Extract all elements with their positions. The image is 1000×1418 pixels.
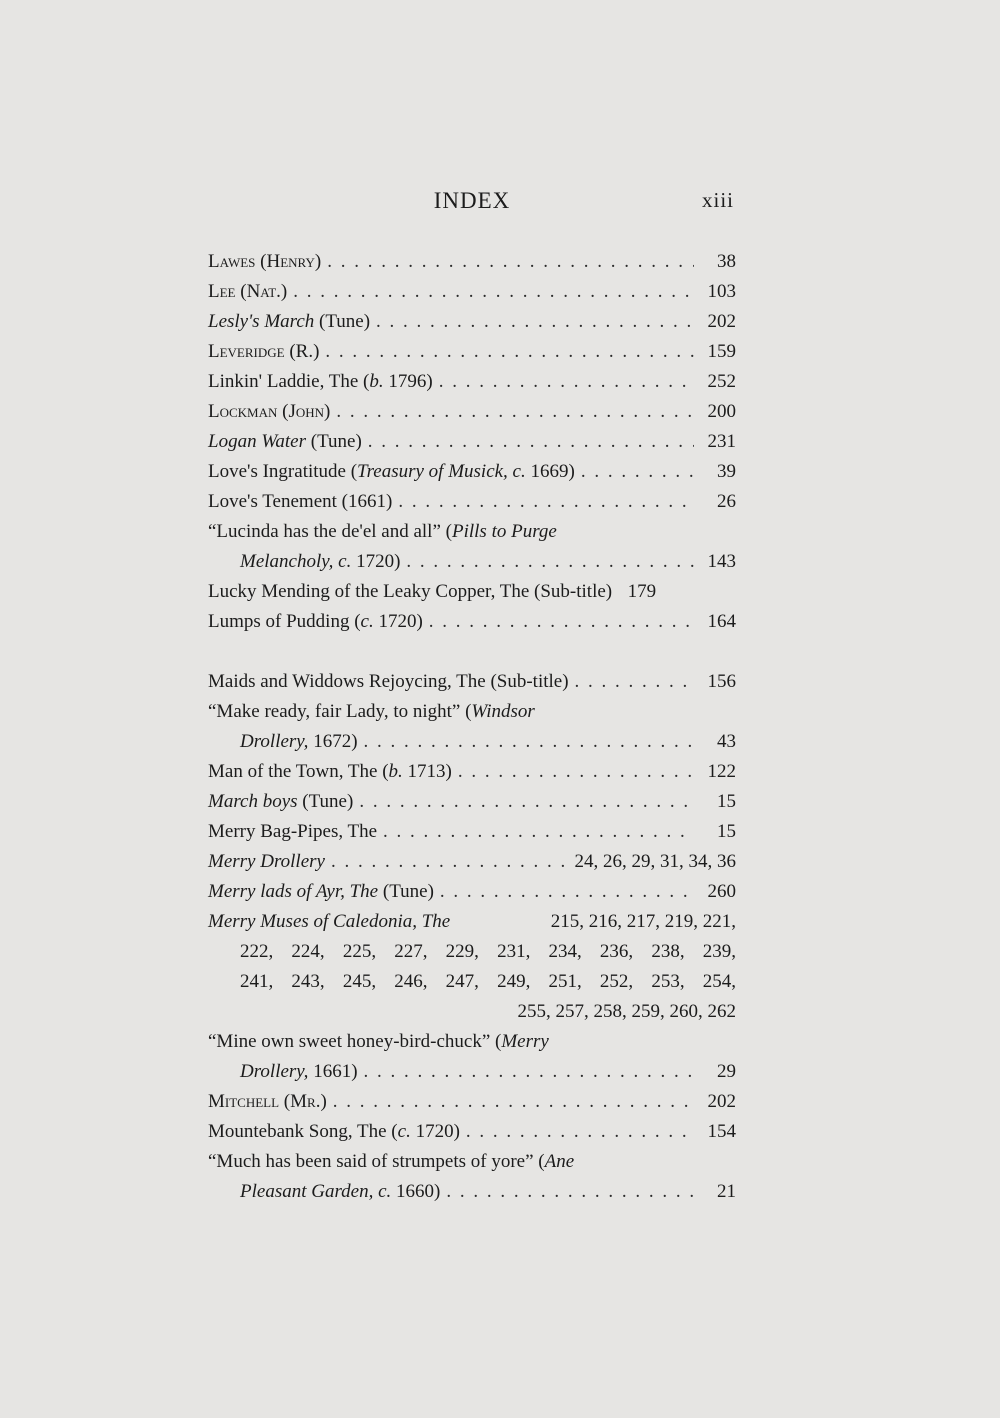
entry-page: 39 (717, 461, 736, 482)
dot-leader (383, 817, 694, 847)
dot-leader (458, 757, 694, 787)
dot-leader (364, 1057, 694, 1087)
index-entry (208, 517, 736, 577)
dot-leader (293, 277, 694, 307)
entry-label: Leveridge (R.) (208, 341, 320, 362)
entry-label: Lesly's March (Tune) (208, 311, 371, 332)
entry-label: Lee (Nat.) (208, 281, 288, 302)
entry-pages: 241, 243, 245, 246, 247, 249, 251, 252, 253, 254, (240, 971, 736, 992)
index-entry (208, 607, 736, 637)
entry-label: “Much has been said of strumpets of yore” (Ane (208, 1151, 575, 1172)
dot-leader (446, 1177, 694, 1207)
entry-label: Mitchell (Mr.) (208, 1091, 327, 1112)
entry-label: Man of the Town, The (b. 1713) (208, 761, 452, 782)
index-entry (208, 1087, 736, 1117)
entry-page: 156 (707, 671, 736, 692)
entry-page: 29 (717, 1061, 736, 1082)
entry-label-continued: Drollery, 1661) (240, 1061, 358, 1082)
entry-label: “Make ready, fair Lady, to night” (Windsor (208, 701, 535, 722)
dot-leader (368, 427, 694, 457)
dot-leader (575, 667, 694, 697)
entry-label: Merry Bag-Pipes, The (208, 821, 378, 842)
entry-label: Lawes (Henry) (208, 251, 322, 272)
page-header (210, 188, 734, 220)
entry-label: Lockman (John) (208, 401, 331, 422)
dot-leader (429, 607, 694, 637)
index-entry (208, 247, 736, 277)
entry-page: 159 (707, 341, 736, 362)
dot-leader (364, 727, 694, 757)
dot-leader (376, 307, 694, 337)
entry-label: Linkin' Laddie, The (b. 1796) (208, 371, 433, 392)
dot-leader (398, 487, 694, 517)
page-number: xiii (701, 188, 734, 212)
entry-page: 38 (717, 251, 736, 272)
index-entry (208, 907, 736, 1027)
entry-label: Merry lads of Ayr, The (Tune) (208, 881, 434, 902)
entry-pages: 255, 257, 258, 259, 260, 262 (517, 1001, 736, 1022)
entry-page: 15 (717, 821, 736, 842)
index-entry (208, 817, 736, 847)
entry-page: 24, 26, 29, 31, 34, 36 (574, 851, 736, 872)
index-entry (208, 877, 736, 907)
entry-page: 26 (717, 491, 736, 512)
index-entry (208, 397, 736, 427)
entry-page: 15 (717, 791, 736, 812)
entry-label: Love's Tenement (1661) (208, 491, 393, 512)
dot-leader (440, 877, 694, 907)
entry-page: 154 (707, 1121, 736, 1142)
index-entry (208, 277, 736, 307)
entry-label-continued: Pleasant Garden, c. 1660) (240, 1181, 441, 1202)
dot-leader (327, 247, 694, 277)
entry-page: 164 (707, 611, 736, 632)
page-title: INDEX (433, 188, 511, 213)
index-entry (208, 787, 736, 817)
index-entry (208, 697, 736, 757)
index-entry (208, 1027, 736, 1087)
index-entry (208, 757, 736, 787)
index-entry (208, 1147, 736, 1207)
index-entry (208, 337, 736, 367)
entry-label: Lucky Mending of the Leaky Copper, The (Sub-title) (208, 581, 613, 602)
entry-label: Lumps of Pudding (c. 1720) (208, 611, 423, 632)
index-entry (208, 367, 736, 397)
index-entry (208, 1117, 736, 1147)
entry-label: Maids and Widdows Rejoycing, The (Sub-title) (208, 671, 569, 692)
dot-leader (406, 547, 694, 577)
index-entry (208, 847, 736, 877)
entry-page: 122 (707, 761, 736, 782)
entry-label: Merry Drollery (208, 851, 325, 872)
dot-leader (439, 367, 694, 397)
index-list (208, 247, 736, 1207)
dot-leader (336, 397, 694, 427)
entry-page: 143 (707, 551, 736, 572)
index-entry (208, 487, 736, 517)
entry-page: 179 (627, 581, 657, 602)
index-entry (208, 307, 736, 337)
dot-leader (359, 787, 694, 817)
entry-pages: 222, 224, 225, 227, 229, 231, 234, 236, 238, 239, (240, 941, 736, 962)
dot-leader (581, 457, 694, 487)
dot-leader (325, 337, 694, 367)
entry-label: Logan Water (Tune) (208, 431, 362, 452)
entry-label-continued: Drollery, 1672) (240, 731, 358, 752)
entry-page: 200 (707, 401, 736, 422)
index-entry (208, 577, 736, 607)
entry-label: “Lucinda has the de'el and all” (Pills to Purge (208, 521, 557, 542)
entry-label-continued: Melancholy, c. 1720) (240, 551, 401, 572)
index-entry (208, 427, 736, 457)
entry-pages: 215, 216, 217, 219, 221, (550, 911, 736, 932)
entry-page: 231 (707, 431, 736, 452)
entry-page: 252 (707, 371, 736, 392)
index-entry (208, 667, 736, 697)
entry-page: 43 (717, 731, 736, 752)
entry-page: 202 (707, 1091, 736, 1112)
dot-leader (333, 1087, 694, 1117)
entry-page: 21 (717, 1181, 736, 1202)
entry-label: Love's Ingratitude (Treasury of Musick, c. 1669) (208, 461, 575, 482)
entry-label: Merry Muses of Caledonia, The (208, 911, 451, 932)
entry-page: 103 (707, 281, 736, 302)
dot-leader (331, 847, 569, 877)
entry-label: “Mine own sweet honey-bird-chuck” (Merry (208, 1031, 549, 1052)
entry-label: March boys (Tune) (208, 791, 354, 812)
entry-page: 260 (707, 881, 736, 902)
dot-leader (466, 1117, 694, 1147)
entry-page: 202 (707, 311, 736, 332)
entry-label: Mountebank Song, The (c. 1720) (208, 1121, 460, 1142)
index-entry (208, 457, 736, 487)
